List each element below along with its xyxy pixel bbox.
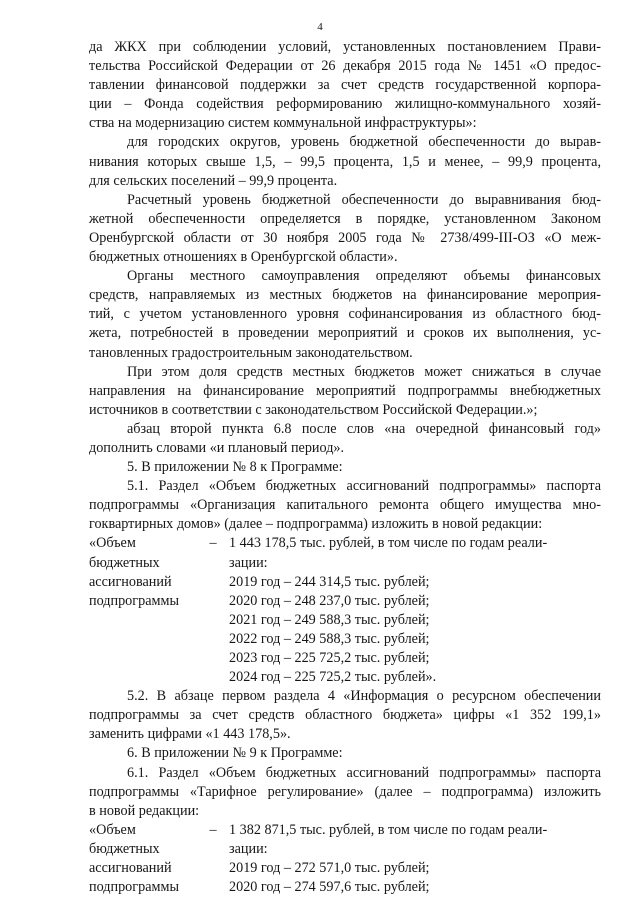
text-line: да ЖКХ при соблюдении условий, установленных постановлением Прави- [89, 39, 601, 55]
paragraph-5-1 [89, 477, 601, 534]
table-value: 2019 год – 244 314,5 тыс. рублей; [229, 573, 430, 590]
text-line: средств, направляемых из местных бюджетов на финансирование мероприя- [89, 287, 601, 304]
text-line: дополнить словами «и плановый период». [89, 439, 345, 456]
text-line: тельства Российской Федерации от 26 декабря 2015 года № 1451 «О предос- [89, 58, 601, 75]
table-value: 2020 год – 274 597,6 тыс. рублей; [229, 879, 430, 896]
table-value: 1 382 871,5 тыс. рублей, в том числе по годам реали- [229, 821, 548, 838]
paragraph-abzac [89, 420, 601, 458]
table-value: зации: [229, 554, 268, 571]
text-line: жетной обеспеченности определяется в порядке, установленном Законом [89, 210, 601, 227]
table-label: «Объем [89, 821, 136, 838]
table-value: зации: [229, 840, 268, 857]
text-line: подпрограммы «Тарифное регулирование» (далее – подпрограмма) изложить [89, 783, 601, 800]
table-dash: – [209, 821, 217, 838]
paragraph-intro [89, 38, 601, 133]
paragraph-local-budget-share [89, 363, 601, 420]
page-number: 4 [317, 21, 323, 33]
text-line: подпрограммы за счет средств областного бюджета» цифры «1 352 199,1» [89, 707, 601, 724]
table-value-column [229, 534, 601, 687]
table-dash: – [209, 535, 217, 552]
table-label: подпрограммы [89, 879, 179, 896]
table-label: «Объем [89, 535, 136, 552]
table-value: 2021 год – 249 588,3 тыс. рублей; [229, 611, 430, 628]
text-line: Органы местного самоуправления определяют объемы финансовых [127, 268, 601, 285]
text-line: жета, потребностей в проведении мероприятий и сроков их выполнения, ус- [89, 325, 601, 342]
text-line: гоквартирных домов» (далее – подпрограмма) изложить в новой редакции: [89, 516, 543, 533]
paragraph-city-districts [89, 133, 601, 190]
table-value: 2022 год – 249 588,3 тыс. рублей; [229, 630, 430, 647]
text-line: в новой редакции: [89, 802, 200, 819]
text-line: ства на модернизацию систем коммунальной инфраструктуры»: [89, 115, 477, 132]
budget-table-1 [89, 534, 601, 687]
table-value: 2019 год – 272 571,0 тыс. рублей; [229, 860, 430, 877]
paragraph-local-government [89, 267, 601, 362]
text-line: нивания которых свыше 1,5, – 99,5 процента, 1,5 и менее, – 99,9 процента, [89, 153, 601, 170]
text-line: направления на финансирование мероприятий подпрограммы внебюджетных [89, 382, 601, 399]
text-line: 5.1. Раздел «Объем бюджетных ассигнований подпрограммы» паспорта [127, 478, 601, 495]
item-6-heading: 6. В приложении № 9 к Программе: [127, 745, 343, 762]
table-value-column [229, 821, 601, 897]
paragraph-6-1 [89, 764, 601, 821]
table-label-column [89, 821, 197, 897]
table-value: 1 443 178,5 тыс. рублей, в том числе по годам реали- [229, 535, 548, 552]
paragraph-calculation [89, 191, 601, 267]
table-label: бюджетных [89, 554, 160, 571]
table-label-column [89, 534, 197, 687]
text-line: для сельских поселений – 99,9 процента. [89, 172, 338, 189]
text-line: для городских округов, уровень бюджетной обеспеченности до вырав- [127, 134, 601, 151]
text-line: бюджетных отношениях в Оренбургской области». [89, 249, 398, 266]
text-line: заменить цифрами «1 443 178,5». [89, 726, 291, 743]
table-value: 2023 год – 225 725,2 тыс. рублей; [229, 650, 430, 666]
document-body [89, 38, 601, 897]
table-label: ассигнований [89, 860, 172, 877]
text-line: абзац второй пункта 6.8 после слов «на очередной финансовый год» [127, 420, 601, 437]
table-label: ассигнований [89, 573, 172, 590]
item-5-heading: 5. В приложении № 8 к Программе: [127, 459, 343, 476]
text-line: Расчетный уровень бюджетной обеспеченности до выравнивания бюд- [127, 191, 601, 208]
text-line: При этом доля средств местных бюджетов может снижаться в случае [127, 363, 601, 380]
text-line: тавлении финансовой поддержки за счет средств государственной корпора- [89, 77, 601, 94]
text-line: Оренбургской области от 30 ноября 2005 года № 2738/499-III-ОЗ «О меж- [89, 229, 601, 246]
text-line: 5.2. В абзаце первом раздела 4 «Информация о ресурсном обеспечении [127, 688, 601, 705]
text-line: 6.1. Раздел «Объем бюджетных ассигнований подпрограммы» паспорта [127, 764, 601, 781]
text-line: тий, с учетом установленного уровня софинансирования из областного бюд- [89, 306, 601, 323]
table-label: подпрограммы [89, 592, 179, 609]
table-label: бюджетных [89, 840, 160, 857]
table-value: 2024 год – 225 725,2 тыс. рублей». [229, 669, 437, 686]
text-line: подпрограммы «Организация капитального ремонта общего имущества мно- [89, 497, 601, 514]
text-line: ции – Фонда содействия реформированию жилищно-коммунального хозяй- [89, 96, 601, 113]
table-value: 2020 год – 248 237,0 тыс. рублей; [229, 592, 430, 609]
text-line: источников в соответствии с законодательством Российской Федерации.»; [89, 401, 538, 418]
budget-table-2 [89, 821, 601, 897]
text-line: тановленных градостроительным законодательством. [89, 344, 413, 361]
paragraph-5-2 [89, 687, 601, 744]
